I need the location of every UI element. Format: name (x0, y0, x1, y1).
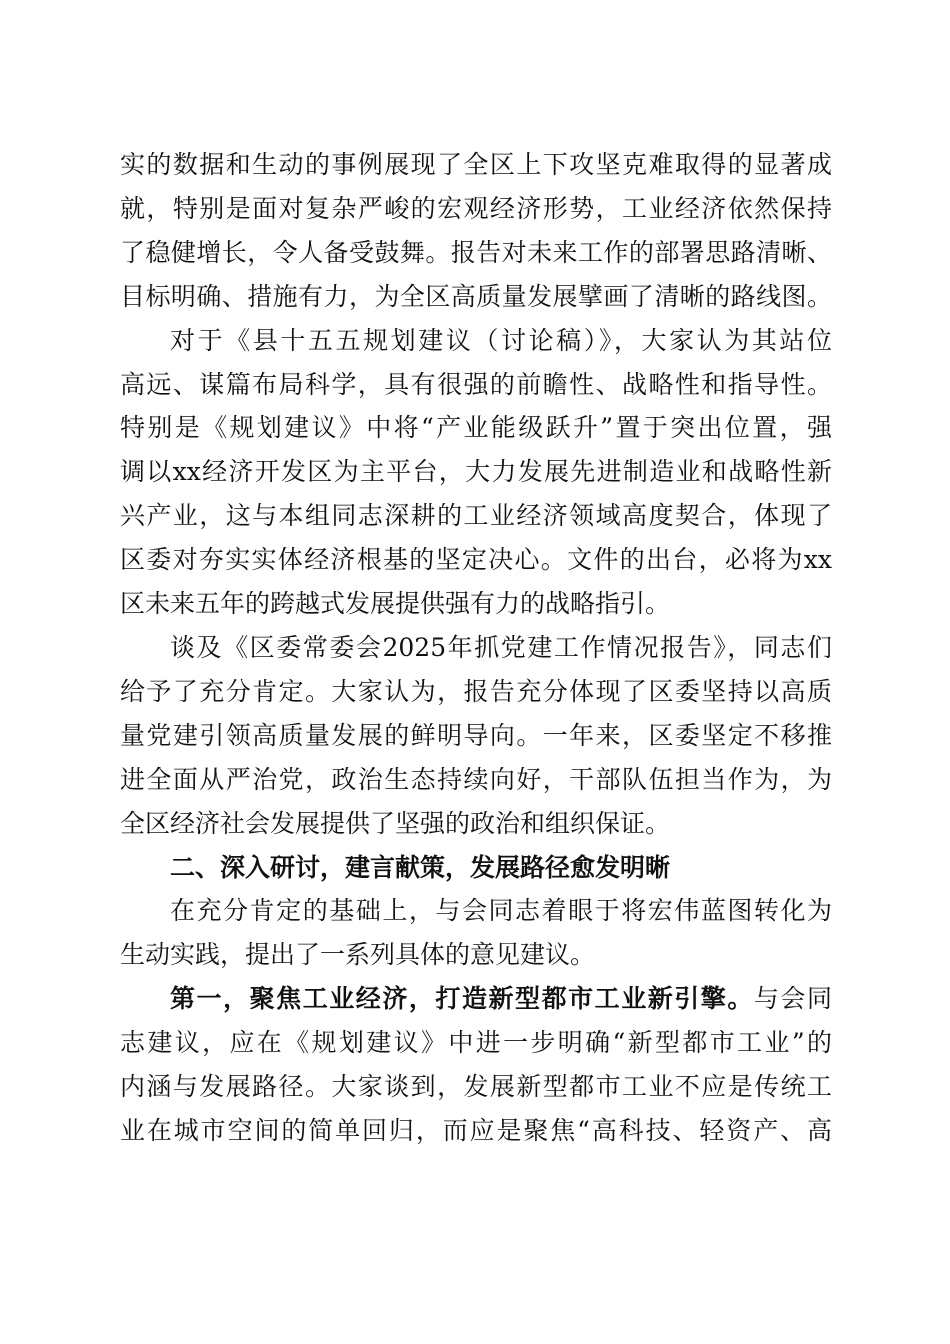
paragraph-1 (120, 143, 832, 319)
section-heading-text: 二、深入研讨，建言献策，发展路径愈发明晰 (170, 852, 671, 882)
paragraph-lead: 第一，聚焦工业经济，打造新型都市工业新引擎。 (170, 984, 754, 1014)
text-line: 高远、谋篇布局科学，具有很强的前瞻性、战略性和指导性。 (120, 369, 832, 399)
text-line: 实的数据和生动的事例展现了全区上下攻坚克难取得的显著成 (120, 150, 832, 179)
text-line: 目标明确、措施有力，为全区高质量发展擘画了清晰的路线图。 (120, 281, 832, 311)
text-line-with-lead (120, 977, 832, 1021)
paragraph-5 (120, 977, 832, 1153)
text-line: 谈及《区委常委会2025年抓党建工作情况报告》，同志们 (170, 632, 832, 662)
text-line: 业在城市空间的简单回归，而应是聚焦“高科技、轻资产、高 (120, 1115, 832, 1145)
document-page (120, 143, 832, 1153)
text-line: 调以xx经济开发区为主平台，大力发展先进制造业和战略性新 (120, 457, 832, 487)
text-line: 给予了充分肯定。大家认为，报告充分体现了区委坚持以高质 (120, 676, 832, 706)
text-line: 在充分肯定的基础上，与会同志着眼于将宏伟蓝图转化为 (170, 896, 832, 926)
text-line: 内涵与发展路径。大家谈到，发展新型都市工业不应是传统工 (120, 1072, 832, 1102)
paragraph-4 (120, 889, 832, 977)
text-line: 进全面从严治党，政治生态持续向好，干部队伍担当作为，为 (120, 764, 832, 794)
text-line: 特别是《规划建议》中将“产业能级跃升”置于突出位置，强 (120, 413, 832, 443)
text-line: 生动实践，提出了一系列具体的意见建议。 (120, 940, 596, 970)
section-heading (120, 846, 832, 890)
text-fragment: 与会同 (753, 984, 832, 1014)
paragraph-2 (120, 319, 832, 626)
text-line: 对于《县十五五规划建议（讨论稿）》，大家认为其站位 (170, 325, 832, 355)
text-line: 志建议，应在《规划建议》中进一步明确“新型都市工业”的 (120, 1028, 832, 1058)
text-line: 区未来五年的跨越式发展提供强有力的战略指引。 (120, 589, 671, 619)
text-line: 就，特别是面对复杂严峻的宏观经济形势，工业经济依然保持 (120, 193, 832, 223)
text-line: 区委对夯实实体经济根基的坚定决心。文件的出台，必将为xx (120, 545, 832, 575)
paragraph-3 (120, 626, 832, 846)
text-line: 量党建引领高质量发展的鲜明导向。一年来，区委坚定不移推 (120, 720, 832, 750)
text-line: 了稳健增长，令人备受鼓舞。报告对未来工作的部署思路清晰、 (120, 237, 832, 267)
text-line: 全区经济社会发展提供了坚强的政治和组织保证。 (120, 808, 671, 838)
text-line: 兴产业，这与本组同志深耕的工业经济领域高度契合，体现了 (120, 501, 832, 531)
